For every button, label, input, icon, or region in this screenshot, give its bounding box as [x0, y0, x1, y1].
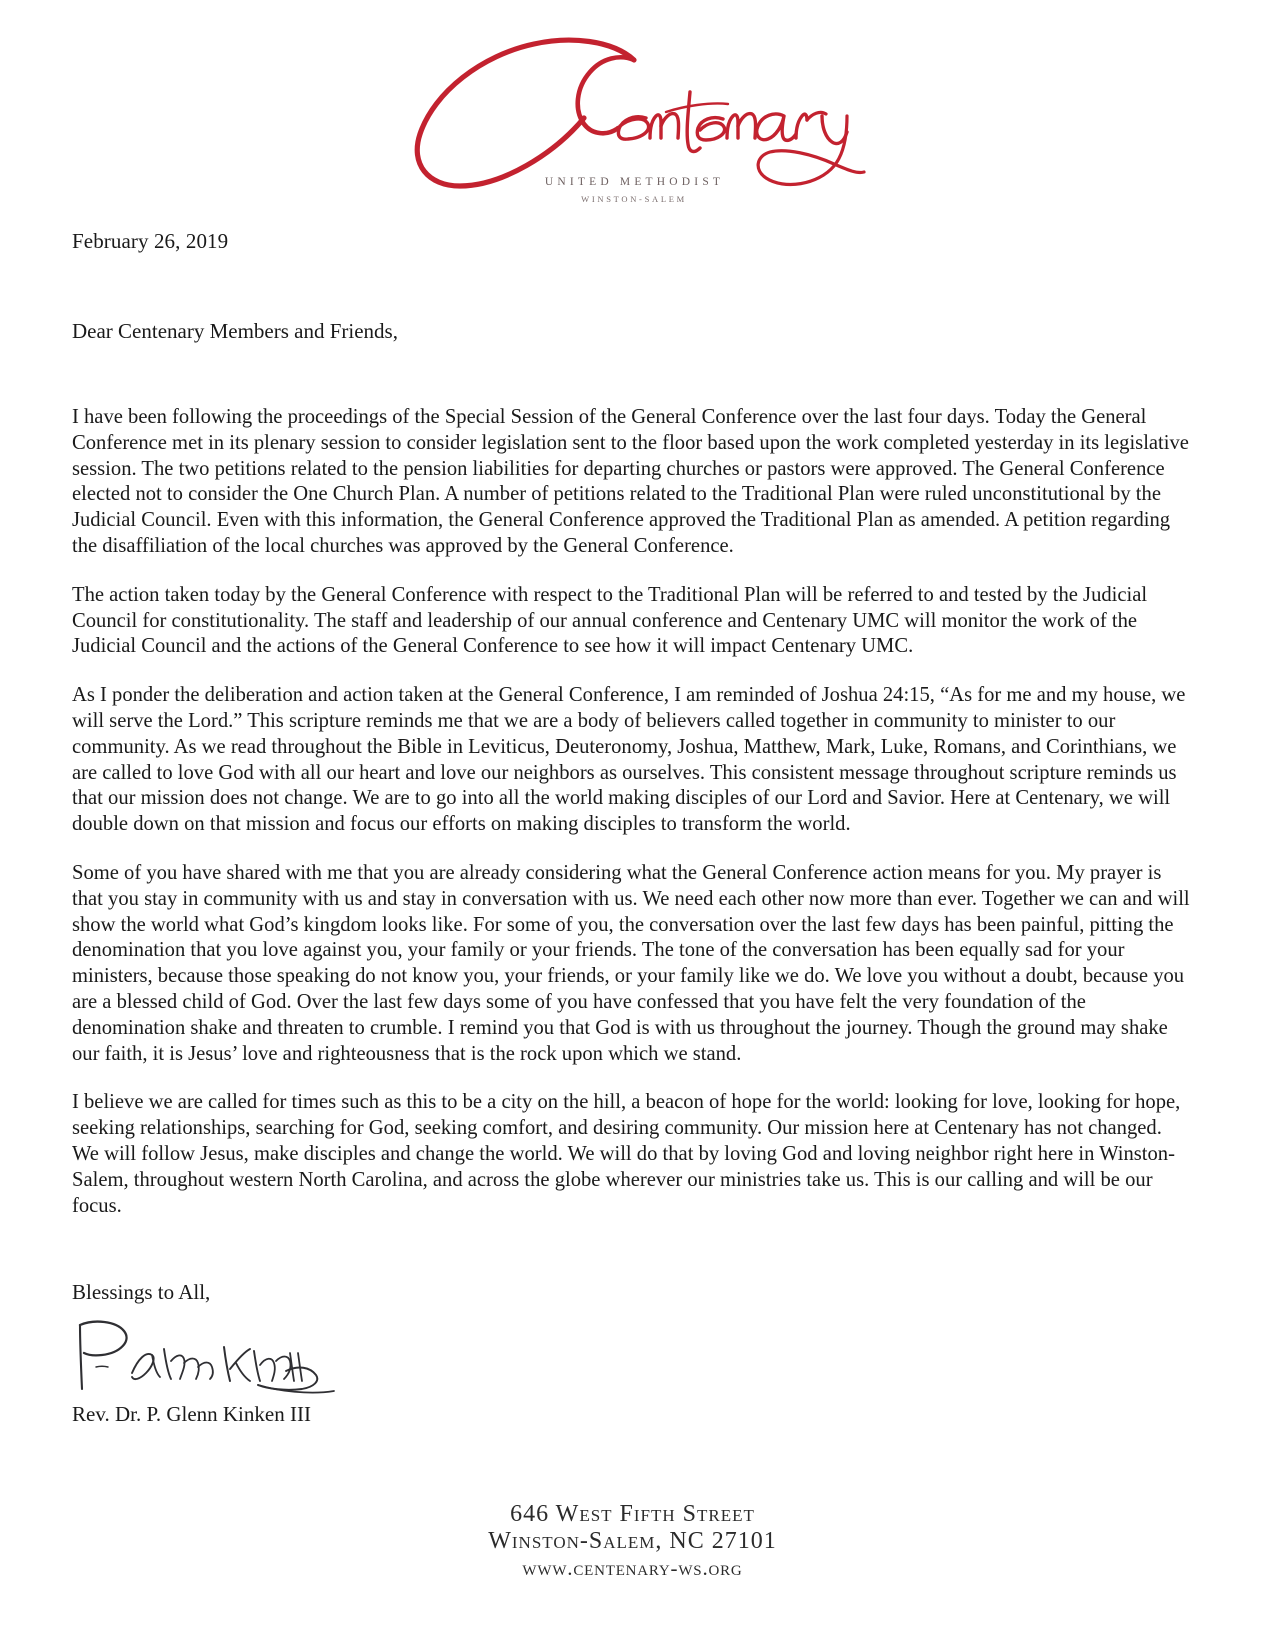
logo-subtitle-denomination: UNITED METHODIST — [544, 176, 725, 188]
letter-paragraph: I believe we are called for times such as this to be a city on the hill, a beacon of hope for the world: looking for love, looking for hope, seeking relationships, searching for God, seeking comfort, and desiring community. Our mission here at Centenary has not changed. We will follow Jesus, make disciples and change the world. We will do that by loving God and loving neighbor right here in Winston-Salem, throughout western North Carolina, and across the globe wherever our ministries take us. This is our calling and will be our focus. — [72, 1091, 1181, 1217]
centenary-wordmark-icon — [398, 34, 868, 192]
centenary-logo — [398, 34, 868, 214]
letter-paragraph: As I ponder the deliberation and action taken at the General Conference, I am reminded of Joshua 24:15, “As for me and my house, we will serve the Lord.” This scripture reminds me that we are a body of believers called together in community to minister to our community. As we read throughout the Bible in Leviticus, Deuteronomy, Joshua, Matthew, Mark, Luke, Romans, and Corinthians, we are called to love God with all our heart and love our neighbors as ourselves. This consistent message throughout scripture reminds us that our mission does not change. We are to go into all the world making disciples of our Lord and Savior. Here at Centenary, we will double down on that mission and focus our efforts on making disciples to transform the world. — [72, 684, 1186, 836]
letter-body — [72, 228, 1193, 1427]
letter-date: February 26, 2019 — [72, 229, 229, 253]
logo-subtitle-location: WINSTON-SALEM — [581, 194, 687, 204]
letter-paragraph: The action taken today by the General Conference with respect to the Traditional Plan will be referred to and tested by the Judicial Council for constitutionality. The staff and leadership of our annual conference and Centenary UMC will monitor the work of the Judicial Council and the actions of the General Conference to see how it will impact Centenary UMC. — [72, 583, 1148, 658]
footer-address-line-2: Winston-Salem, NC 27101 — [488, 1528, 777, 1554]
letter-closing: Blessings to All, — [72, 1280, 211, 1305]
letter-footer — [0, 1501, 1265, 1582]
letter-paragraph: Some of you have shared with me that you are already considering what the General Conference action means for you. My prayer is that you stay in community with us and stay in conversation with us. We need each other now more than ever. Together we can and will show the world what God’s kingdom looks like. For some of you, the conversation over the last few days has been painful, pitting the denomination that you love against you, your family or your friends. The tone of the conversation has been equally sad for your ministers, because those speaking do not know you, your friends, or your family like we do. We love you without a doubt, because you are a blessed child of God. Over the last few days some of you have confessed that you have felt the very foundation of the denomination shake and threaten to crumble. I remind you that God is with us throughout the journey. Though the ground may shake our faith, it is Jesus’ love and righteousness that is the rock upon which we stand. — [72, 861, 1190, 1065]
letter-salutation: Dear Centenary Members and Friends, — [72, 319, 398, 343]
footer-website: www.centenary-ws.org — [522, 1556, 743, 1580]
footer-address-line-1: 646 West Fifth Street — [510, 1501, 755, 1527]
letter-paragraph: I have been following the proceedings of the Special Session of the General Conference over the last four days. Today the General Conference met in its plenary session to consider legislation sent to the floor based upon the work completed yesterday in its legislative session. The two petitions related to the pension liabilities for departing churches or pastors were approved. The General Conference elected not to consider the One Church Plan. A number of petitions related to the Traditional Plan were ruled unconstitutional by the Judicial Council. Even with this information, the General Conference approved the Traditional Plan as amended. A petition regarding the disaffiliation of the local churches was approved by the General Conference. — [72, 406, 1189, 557]
signer-name: Rev. Dr. P. Glenn Kinken III — [72, 1402, 311, 1427]
letterhead — [0, 34, 1265, 224]
handwritten-signature-icon — [72, 1311, 372, 1399]
signature-image — [72, 1311, 372, 1399]
